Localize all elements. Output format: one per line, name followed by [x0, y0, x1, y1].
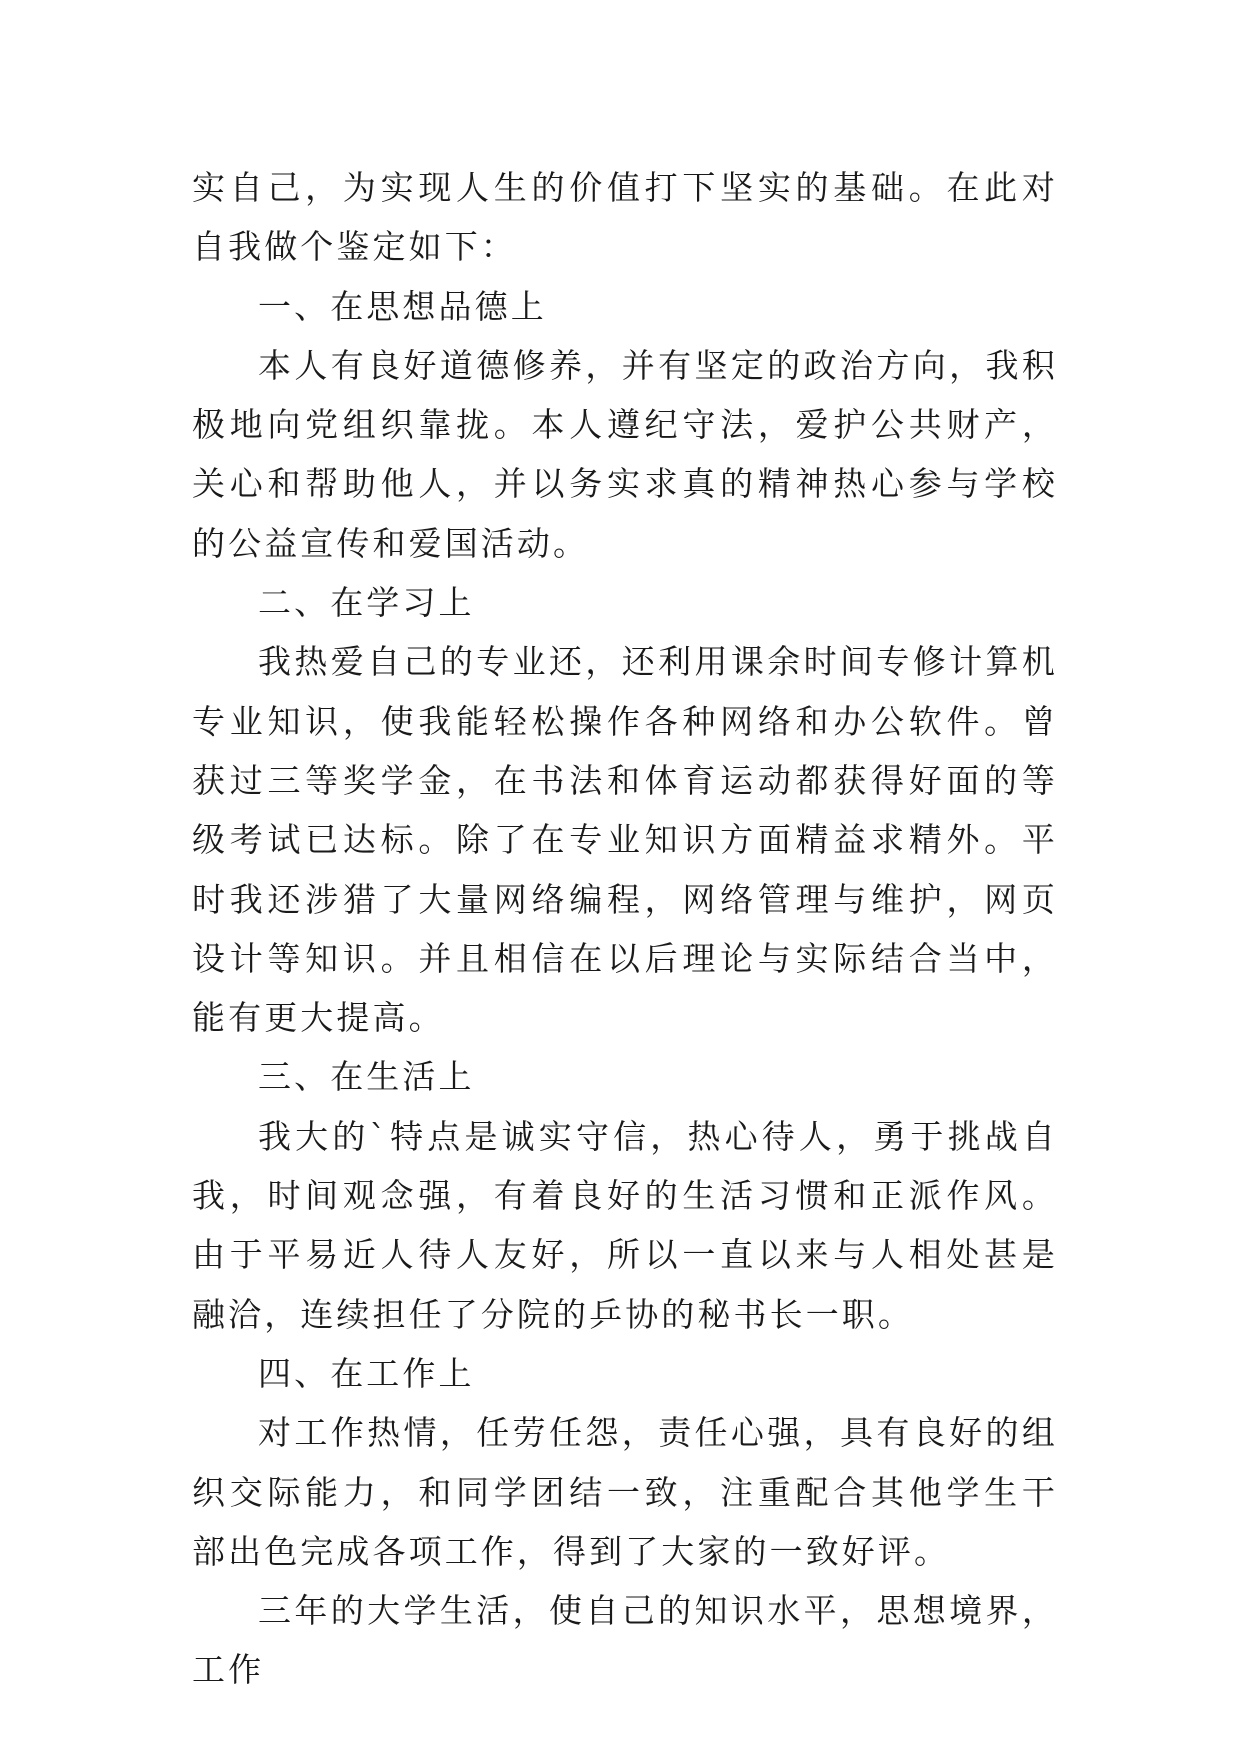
paragraph-ideology: 本人有良好道德修养，并有坚定的政治方向，我积极地向党组织靠拢。本人遵纪守法，爱护公共财产，关心和帮助他人，并以务实求真的精神热心参与学校的公益宣传和爱国活动。: [192, 345, 1058, 563]
paragraph-life: 我大的`特点是诚实守信，热心待人，勇于挑战自我，时间观念强，有着良好的生活习惯和正派作风。由于平易近人待人友好，所以一直以来与人相处甚是融洽，连续担任了分院的乒协的秘书长一职。: [192, 1116, 1058, 1334]
paragraph-continuation: 实自己，为实现人生的价值打下坚实的基础。在此对自我做个鉴定如下：: [192, 168, 1058, 267]
paragraph-summary: 三年的大学生活，使自己的知识水平，思想境界，工作: [192, 1591, 1058, 1690]
section-heading-work: 四、在工作上: [258, 1353, 475, 1393]
section-heading-study: 二、在学习上: [258, 583, 475, 623]
paragraph-work: 对工作热情，任劳任怨，责任心强，具有良好的组织交际能力，和同学团结一致，注重配合其他学生干部出色完成各项工作，得到了大家的一致好评。: [192, 1413, 1058, 1571]
section-heading-life: 三、在生活上: [258, 1057, 475, 1097]
section-heading-ideology: 一、在思想品德上: [258, 286, 547, 326]
document-body: [192, 158, 1058, 1700]
paragraph-study: 我热爱自己的专业还，还利用课余时间专修计算机专业知识，使我能轻松操作各种网络和办公软件。曾获过三等奖学金，在书法和体育运动都获得好面的等级考试已达标。除了在专业知识方面精益求精外。平时我还涉猎了大量网络编程，网络管理与维护，网页设计等知识。并且相信在以后理论与实际结合当中，能有更大提高。: [192, 642, 1058, 1038]
